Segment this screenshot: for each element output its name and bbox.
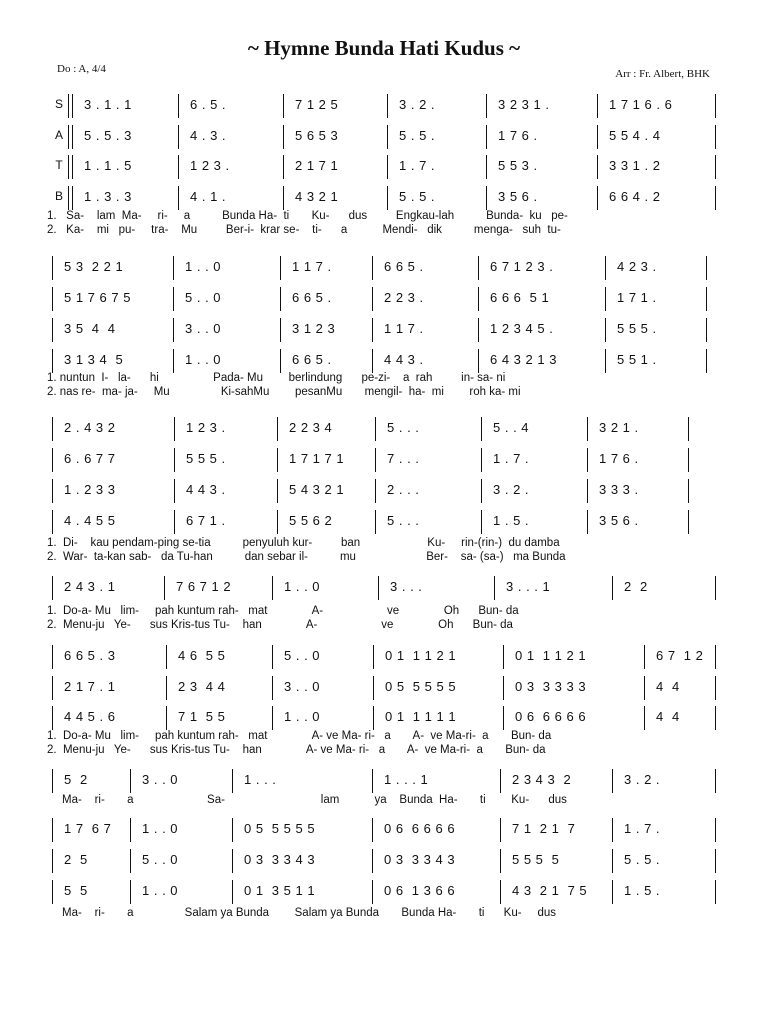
measure-notes: 6 6 5 .	[384, 259, 424, 274]
bar-line	[174, 448, 175, 472]
measure-notes: 5 . . .	[387, 420, 420, 435]
measure-notes: 1 . . 0	[142, 821, 179, 836]
bar-line	[503, 676, 504, 700]
lyric-line: 2. War- ta-kan sab- da Tu-han dan sebar il- mu Ber- sa- (sa-) ma Bunda	[47, 551, 566, 563]
measure-notes: 1 1 7 .	[384, 321, 424, 336]
bar-line	[372, 880, 373, 904]
measure-notes: 3 5 4 4	[64, 321, 116, 336]
bar-line	[283, 186, 284, 210]
measure-notes: 1 . . 0	[284, 579, 321, 594]
bar-line	[486, 125, 487, 149]
bar-line	[52, 318, 53, 342]
lyric-line: 2. nas re- ma- ja- Mu Ki-sahMu pesanMu mengil- ha- mi roh ka- mi	[47, 386, 521, 398]
bar-line	[612, 818, 613, 842]
bar-line	[605, 287, 606, 311]
bar-line	[178, 125, 179, 149]
bar-line	[52, 576, 53, 600]
bar-line	[597, 186, 598, 210]
measure-notes: 1 1 7 .	[292, 259, 332, 274]
measure-notes: 0 6 6 6 6 6	[515, 709, 587, 724]
lyric-line: 1. nuntun I- la- hi Pada- Mu berlindung pe-zi- a rah in- sa- ni	[47, 372, 506, 384]
bar-line	[486, 94, 487, 118]
arranger-credit: Arr : Fr. Albert, BHK	[615, 68, 710, 80]
bar-line	[372, 318, 373, 342]
bar-line	[372, 287, 373, 311]
bar-line	[387, 125, 388, 149]
measure-notes: 5 3 2 2 1	[64, 259, 124, 274]
bar-line	[715, 94, 716, 118]
measure-notes: 1 7 6 .	[599, 451, 639, 466]
bar-line	[52, 448, 53, 472]
bar-line	[52, 880, 53, 904]
measure-notes: 5 5 5 5	[512, 852, 560, 867]
measure-notes: 1 . . 0	[142, 883, 179, 898]
bar-line	[280, 318, 281, 342]
measure-notes: 4 . 4 5 5	[64, 513, 116, 528]
lyric-line: Ma- ri- a Salam ya Bunda Salam ya Bunda Bunda Ha- ti Ku- dus	[62, 907, 557, 919]
lyric-line: 1. Di- kau pendam-ping se-tia penyuluh kur- ban Ku- rin-(rin-) du damba	[47, 537, 560, 549]
bar-line	[503, 645, 504, 669]
bar-line	[612, 769, 613, 793]
bar-line	[715, 155, 716, 179]
bar-line	[277, 479, 278, 503]
bar-line	[500, 818, 501, 842]
measure-notes: 3 1 3 4 5	[64, 352, 124, 367]
measure-notes: 1 . . 0	[284, 709, 321, 724]
lyric-line: 1. Do-a- Mu lim- pah kuntum rah- mat A- ve Ma- ri- a A- ve Ma-ri- a Bun- da	[47, 730, 552, 742]
measure-notes: 7 6 7 1 2	[176, 579, 232, 594]
measure-notes: 1 . 7 .	[493, 451, 530, 466]
measure-notes: 5 5	[64, 883, 88, 898]
measure-notes: 2 3 4 3 2	[512, 772, 572, 787]
bar-line	[375, 510, 376, 534]
bar-line	[375, 417, 376, 441]
bar-line	[283, 155, 284, 179]
bar-line	[644, 706, 645, 730]
bar-line	[178, 186, 179, 210]
bar-line	[644, 645, 645, 669]
bar-line	[706, 349, 707, 373]
bar-line	[68, 155, 69, 179]
bar-line	[52, 417, 53, 441]
bar-line	[587, 510, 588, 534]
bar-line	[52, 769, 53, 793]
measure-notes: 3 . . 0	[142, 772, 179, 787]
measure-notes: 4 3 2 1 7 5	[512, 883, 588, 898]
measure-notes: 5 5 5 .	[617, 321, 657, 336]
measure-notes: 3 . . . 1	[506, 579, 551, 594]
measure-notes: 4 . 1 .	[190, 189, 227, 204]
measure-notes: 1 . 5 .	[493, 513, 530, 528]
measure-notes: 6 . 5 .	[190, 97, 227, 112]
measure-notes: 7 1 2 5	[295, 97, 339, 112]
bar-line	[52, 510, 53, 534]
measure-notes: 0 5 5 5 5 5	[385, 679, 457, 694]
measure-notes: 6 . 6 7 7	[64, 451, 116, 466]
bar-line	[174, 479, 175, 503]
measure-notes: 1 7 1 .	[617, 290, 657, 305]
measure-notes: 6 6 4 . 2	[609, 189, 661, 204]
bar-line	[280, 287, 281, 311]
measure-notes: 0 5 5 5 5 5	[244, 821, 316, 836]
lyric-line: Ma- ri- a Sa- lam ya Bunda Ha- ti Ku- dus	[62, 794, 567, 806]
bar-line	[277, 448, 278, 472]
measure-notes: 7 . . .	[387, 451, 420, 466]
measure-notes: 4 4 3 .	[186, 482, 226, 497]
measure-notes: 3 3 1 . 2	[609, 158, 661, 173]
measure-notes: 2 1 7 1	[295, 158, 339, 173]
measure-notes: 2 5	[64, 852, 88, 867]
bar-line	[280, 349, 281, 373]
bar-line	[587, 479, 588, 503]
measure-notes: 6 7 1 2 3 .	[490, 259, 554, 274]
measure-notes: 6 6 6 5 1	[490, 290, 550, 305]
lyric-line: 2. Menu-ju Ye- sus Kris-tus Tu- han A- ve Ma- ri- a A- ve Ma-ri- a Bun- da	[47, 744, 546, 756]
voice-label: T	[55, 158, 63, 172]
measure-notes: 0 1 3 5 1 1	[244, 883, 316, 898]
lyric-line: 1. Sa- lam Ma- ri- a Bunda Ha- ti Ku- dus Engkau-lah Bunda- ku pe-	[47, 210, 568, 222]
measure-notes: 1 2 3 4 5 .	[490, 321, 554, 336]
measure-notes: 3 . . 0	[284, 679, 321, 694]
bar-line	[715, 769, 716, 793]
bar-line	[478, 349, 479, 373]
bar-line	[481, 510, 482, 534]
lyric-line: 2. Ka- mi pu- tra- Mu Ber-i- krar se- ti- a Mendi- dik menga- suh tu-	[47, 224, 561, 236]
measure-notes: 3 . . .	[390, 579, 423, 594]
bar-line	[372, 256, 373, 280]
measure-notes: 4 4 3 .	[384, 352, 424, 367]
measure-notes: 2 3 4 4	[178, 679, 226, 694]
measure-notes: 5 . . 4	[493, 420, 530, 435]
bar-line	[372, 769, 373, 793]
bar-line	[481, 448, 482, 472]
measure-notes: 0 3 3 3 4 3	[384, 852, 456, 867]
bar-line	[130, 818, 131, 842]
measure-notes: 2 1 7 . 1	[64, 679, 116, 694]
bar-line	[486, 155, 487, 179]
bar-line	[173, 287, 174, 311]
measure-notes: 5 4 3 2 1	[289, 482, 345, 497]
measure-notes: 5 . 5 .	[399, 128, 436, 143]
measure-notes: 5 . . .	[387, 513, 420, 528]
measure-notes: 1 2 3 .	[186, 420, 226, 435]
bar-line	[52, 256, 53, 280]
bar-line	[373, 676, 374, 700]
bar-line	[644, 676, 645, 700]
bar-line	[173, 349, 174, 373]
bar-line	[688, 510, 689, 534]
bar-line	[166, 676, 167, 700]
bar-line	[372, 818, 373, 842]
bar-line	[715, 645, 716, 669]
bar-line	[232, 880, 233, 904]
bar-line	[706, 318, 707, 342]
voice-label: B	[54, 189, 63, 203]
measure-notes: 5 2	[64, 772, 88, 787]
bar-line	[164, 576, 165, 600]
measure-notes: 0 1 1 1 2 1	[515, 648, 587, 663]
bar-line	[52, 287, 53, 311]
measure-notes: 5 5 1 .	[617, 352, 657, 367]
bar-line	[387, 94, 388, 118]
bar-line	[715, 880, 716, 904]
measure-notes: 1 . 5 .	[624, 883, 661, 898]
bar-line	[68, 186, 69, 210]
bar-line	[372, 349, 373, 373]
measure-notes: 1 . . 0	[185, 352, 222, 367]
measure-notes: 2 . 4 3 2	[64, 420, 116, 435]
measure-notes: 3 . 2 .	[624, 772, 661, 787]
bar-line	[283, 125, 284, 149]
measure-notes: 1 . 1 . 5	[84, 158, 132, 173]
bar-line	[715, 576, 716, 600]
bar-line	[715, 818, 716, 842]
bar-line	[587, 448, 588, 472]
bar-line	[612, 880, 613, 904]
bar-line	[612, 849, 613, 873]
bar-line	[375, 479, 376, 503]
bar-line	[72, 94, 73, 118]
bar-line	[52, 849, 53, 873]
measure-notes: 4 4	[656, 709, 680, 724]
measure-notes: 3 . 2 .	[399, 97, 436, 112]
measure-notes: 0 1 1 1 1 1	[385, 709, 457, 724]
bar-line	[494, 576, 495, 600]
measure-notes: 5 1 7 6 7 5	[64, 290, 131, 305]
measure-notes: 7 1 5 5	[178, 709, 226, 724]
measure-notes: 5 . . 0	[284, 648, 321, 663]
measure-notes: 2 . . .	[387, 482, 420, 497]
bar-line	[373, 706, 374, 730]
measure-notes: 2 2 3 .	[384, 290, 424, 305]
bar-line	[597, 125, 598, 149]
bar-line	[72, 186, 73, 210]
bar-line	[277, 510, 278, 534]
bar-line	[481, 479, 482, 503]
bar-line	[52, 706, 53, 730]
bar-line	[500, 769, 501, 793]
bar-line	[688, 417, 689, 441]
measure-notes: 5 . 5 .	[624, 852, 661, 867]
measure-notes: 1 2 3 .	[190, 158, 230, 173]
bar-line	[478, 256, 479, 280]
measure-notes: 1 . . . 1	[384, 772, 429, 787]
measure-notes: 0 6 6 6 6 6	[384, 821, 456, 836]
bar-line	[130, 880, 131, 904]
bar-line	[283, 94, 284, 118]
measure-notes: 6 7 1 .	[186, 513, 226, 528]
bar-line	[166, 706, 167, 730]
measure-notes: 0 6 1 3 6 6	[384, 883, 456, 898]
bar-line	[715, 706, 716, 730]
measure-notes: 3 1 2 3	[292, 321, 336, 336]
measure-notes: 6 4 3 2 1 3	[490, 352, 557, 367]
measure-notes: 4 . 3 .	[190, 128, 227, 143]
bar-line	[280, 256, 281, 280]
measure-notes: 1 . 3 . 3	[84, 189, 132, 204]
bar-line	[481, 417, 482, 441]
key-signature: Do : A, 4/4	[57, 63, 106, 75]
bar-line	[52, 676, 53, 700]
bar-line	[715, 849, 716, 873]
measure-notes: 3 3 3 .	[599, 482, 639, 497]
measure-notes: 4 4	[656, 679, 680, 694]
measure-notes: 1 7 6 7	[64, 821, 112, 836]
measure-notes: 1 . . .	[244, 772, 277, 787]
bar-line	[605, 256, 606, 280]
measure-notes: 4 6 5 5	[178, 648, 226, 663]
measure-notes: 3 5 6 .	[599, 513, 639, 528]
bar-line	[372, 849, 373, 873]
measure-notes: 0 3 3 3 4 3	[244, 852, 316, 867]
measure-notes: 6 7 1 2	[656, 648, 704, 663]
bar-line	[373, 645, 374, 669]
bar-line	[174, 510, 175, 534]
voice-label: S	[54, 97, 63, 111]
bar-line	[166, 645, 167, 669]
bar-line	[272, 676, 273, 700]
bar-line	[130, 769, 131, 793]
bar-line	[706, 256, 707, 280]
bar-line	[130, 849, 131, 873]
bar-line	[178, 155, 179, 179]
measure-notes: 5 5 5 .	[186, 451, 226, 466]
measure-notes: 1 . 2 3 3	[64, 482, 116, 497]
bar-line	[715, 125, 716, 149]
bar-line	[612, 576, 613, 600]
measure-notes: 2 2 3 4	[289, 420, 333, 435]
measure-notes: 3 . 1 . 1	[84, 97, 132, 112]
bar-line	[587, 417, 588, 441]
bar-line	[500, 880, 501, 904]
bar-line	[688, 479, 689, 503]
measure-notes: 0 1 1 1 2 1	[385, 648, 457, 663]
bar-line	[605, 318, 606, 342]
measure-notes: 3 5 6 .	[498, 189, 538, 204]
bar-line	[173, 318, 174, 342]
bar-line	[272, 576, 273, 600]
measure-notes: 1 7 6 .	[498, 128, 538, 143]
measure-notes: 1 . . 0	[185, 259, 222, 274]
bar-line	[387, 186, 388, 210]
bar-line	[68, 125, 69, 149]
bar-line	[597, 94, 598, 118]
bar-line	[715, 676, 716, 700]
bar-line	[232, 818, 233, 842]
bar-line	[478, 318, 479, 342]
measure-notes: 6 6 5 . 3	[64, 648, 116, 663]
bar-line	[277, 417, 278, 441]
measure-notes: 1 7 1 6 . 6	[609, 97, 673, 112]
bar-line	[503, 706, 504, 730]
measure-notes: 3 . . 0	[185, 321, 222, 336]
measure-notes: 5 . . 0	[185, 290, 222, 305]
bar-line	[52, 349, 53, 373]
measure-notes: 0 3 3 3 3 3	[515, 679, 587, 694]
lyric-line: 2. Menu-ju Ye- sus Kris-tus Tu- han A- ve Oh Bun- da	[47, 619, 513, 631]
measure-notes: 6 6 5 .	[292, 290, 332, 305]
bar-line	[688, 448, 689, 472]
bar-line	[52, 818, 53, 842]
measure-notes: 5 . 5 . 3	[84, 128, 132, 143]
bar-line	[272, 706, 273, 730]
song-title: ~ Hymne Bunda Hati Kudus ~	[247, 36, 521, 60]
measure-notes: 2 4 3 . 1	[64, 579, 116, 594]
bar-line	[178, 94, 179, 118]
measure-notes: 5 . . 0	[142, 852, 179, 867]
measure-notes: 7 1 2 1 7	[512, 821, 576, 836]
measure-notes: 5 5 6 2	[289, 513, 333, 528]
measure-notes: 3 . 2 .	[493, 482, 530, 497]
measure-notes: 4 4 5 . 6	[64, 709, 116, 724]
measure-notes: 4 3 2 1	[295, 189, 339, 204]
bar-line	[72, 125, 73, 149]
bar-line	[597, 155, 598, 179]
bar-line	[715, 186, 716, 210]
bar-line	[174, 417, 175, 441]
bar-line	[500, 849, 501, 873]
bar-line	[173, 256, 174, 280]
bar-line	[706, 287, 707, 311]
measure-notes: 5 5 4 . 4	[609, 128, 661, 143]
measure-notes: 3 2 1 .	[599, 420, 639, 435]
measure-notes: 5 5 3 .	[498, 158, 538, 173]
bar-line	[272, 645, 273, 669]
measure-notes: 5 6 5 3	[295, 128, 339, 143]
measure-notes: 1 7 1 7 1	[289, 451, 345, 466]
measure-notes: 1 . 7 .	[624, 821, 661, 836]
bar-line	[232, 769, 233, 793]
bar-line	[68, 94, 69, 118]
bar-line	[605, 349, 606, 373]
bar-line	[72, 155, 73, 179]
measure-notes: 4 2 3 .	[617, 259, 657, 274]
measure-notes: 5 . 5 .	[399, 189, 436, 204]
measure-notes: 6 6 5 .	[292, 352, 332, 367]
bar-line	[478, 287, 479, 311]
bar-line	[375, 448, 376, 472]
bar-line	[52, 479, 53, 503]
bar-line	[52, 645, 53, 669]
bar-line	[387, 155, 388, 179]
voice-label: A	[54, 128, 63, 142]
lyric-line: 1. Do-a- Mu lim- pah kuntum rah- mat A- ve Oh Bun- da	[47, 605, 519, 617]
bar-line	[378, 576, 379, 600]
bar-line	[486, 186, 487, 210]
measure-notes: 3 2 3 1 .	[498, 97, 550, 112]
measure-notes: 1 . 7 .	[399, 158, 436, 173]
measure-notes: 2 2	[624, 579, 648, 594]
bar-line	[232, 849, 233, 873]
